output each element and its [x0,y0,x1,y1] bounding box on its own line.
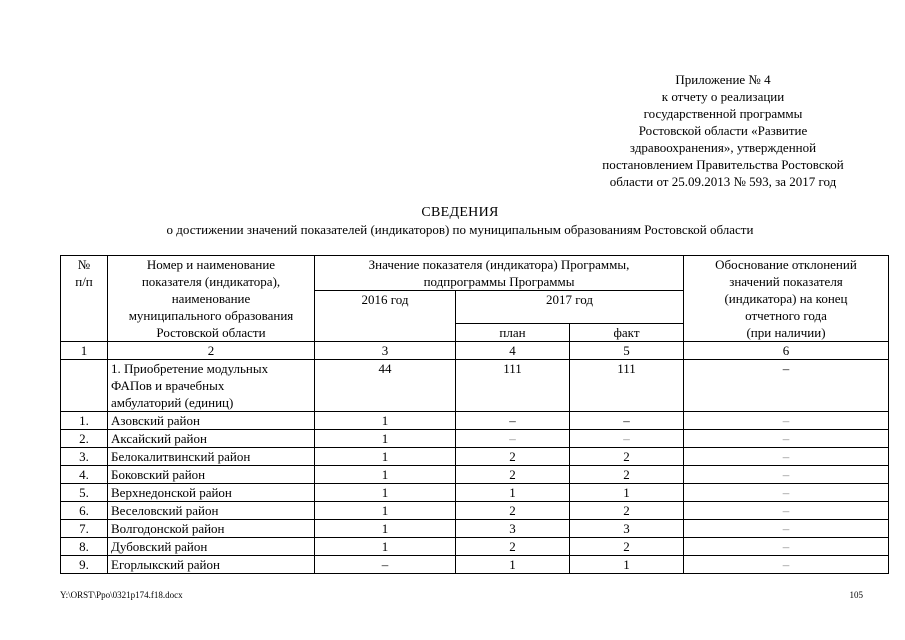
header-reason [684,256,889,342]
table-row [61,466,889,484]
row-num: 2. [61,430,108,448]
appendix-line: здравоохранения», утвержденной [629,140,817,155]
column-number: 1 [61,342,108,360]
table-row [61,448,889,466]
table-row [61,484,889,502]
row-num: 8. [61,538,108,556]
header-reason-line: (при наличии) [746,325,826,340]
row-district-name: Боковский район [108,466,315,484]
table-row [61,430,889,448]
indicator-row [61,360,889,412]
row-reason: – [684,448,889,466]
row-plan: 2 [456,538,570,556]
header-name-line: муниципального образования [128,308,294,323]
header-row [61,256,889,291]
document-title: СВЕДЕНИЯ [421,205,499,220]
row-district-name: Егорлыкский район [108,556,315,574]
row-fact: 2 [570,502,684,520]
row-reason: – [684,502,889,520]
appendix-line: Ростовской области «Развитие [638,123,808,138]
header-name-line: Ростовской области [156,325,266,340]
header-num-line: № [77,257,91,272]
table-row [61,412,889,430]
header-year-2016: 2016 год [315,291,456,342]
row-reason: – [684,556,889,574]
row-value-2016: 1 [315,502,456,520]
row-reason: – [684,538,889,556]
header-value-group [315,256,684,291]
row-plan: – [456,430,570,448]
row-fact: – [570,412,684,430]
header-name-line: Номер и наименование [146,257,276,272]
column-number: 5 [570,342,684,360]
indicator-fact: 111 [570,360,684,412]
header-reason-line: отчетного года [745,308,827,323]
header-reason-line: Обоснование отклонений [715,257,857,272]
header-fact: факт [570,324,684,342]
indicator-num [61,360,108,412]
row-value-2016: 1 [315,430,456,448]
table-row [61,502,889,520]
row-value-2016: 1 [315,448,456,466]
row-plan: 2 [456,466,570,484]
footer-file-path: Y:\ORST\Ppo\0321p174.f18.docx [60,590,183,600]
row-num: 9. [61,556,108,574]
row-num: 4. [61,466,108,484]
footer-page-number: 105 [849,590,863,600]
header-num [61,256,108,342]
indicator-value-2016: 44 [315,360,456,412]
row-fact: 2 [570,466,684,484]
header-name-line: показателя (индикатора), [141,274,281,289]
title-block [20,204,900,238]
row-district-name: Дубовский район [108,538,315,556]
row-plan: 1 [456,484,570,502]
row-district-name: Белокалитвинский район [108,448,315,466]
row-reason: – [684,484,889,502]
row-num: 1. [61,412,108,430]
row-plan: 3 [456,520,570,538]
row-value-2016: 1 [315,538,456,556]
row-value-2016: 1 [315,466,456,484]
column-number: 6 [684,342,889,360]
row-fact: 2 [570,538,684,556]
row-num: 5. [61,484,108,502]
header-reason-line: значений показателя [729,274,843,289]
appendix-line: постановлением Правительства Ростовской [602,157,844,172]
row-plan: 1 [456,556,570,574]
table-row [61,520,889,538]
appendix-line: Приложение № 4 [675,72,771,87]
column-number: 2 [108,342,315,360]
row-fact: 3 [570,520,684,538]
row-reason: – [684,412,889,430]
column-number-row [61,342,889,360]
appendix-line: к отчету о реализации [661,89,785,104]
column-number: 4 [456,342,570,360]
row-district-name: Веселовский район [108,502,315,520]
row-num: 7. [61,520,108,538]
indicator-plan: 111 [456,360,570,412]
report-table [60,255,889,574]
row-reason: – [684,466,889,484]
row-reason: – [684,430,889,448]
header-value-line: Значение показателя (индикатора) Программы, [368,257,630,272]
table-row [61,556,889,574]
row-value-2016: 1 [315,484,456,502]
appendix-line: области от 25.09.2013 № 593, за 2017 год [609,174,837,189]
row-num: 6. [61,502,108,520]
table-row [61,538,889,556]
header-reason-line: (индикатора) на конец [724,291,848,306]
column-number: 3 [315,342,456,360]
row-value-2016: – [315,556,456,574]
indicator-name [108,360,315,412]
header-plan: план [456,324,570,342]
appendix-line: государственной программы [643,106,803,121]
header-year-2017: 2017 год [456,291,684,324]
row-fact: 2 [570,448,684,466]
header-value-line: подпрограммы Программы [423,274,575,289]
row-district-name: Волгодонской район [108,520,315,538]
header-name [108,256,315,342]
row-value-2016: 1 [315,412,456,430]
indicator-reason: – [684,360,889,412]
row-plan: – [456,412,570,430]
indicator-name-line: ФАПов и врачебных [111,378,225,393]
appendix-header [585,71,861,190]
row-num: 3. [61,448,108,466]
row-reason: – [684,520,889,538]
row-district-name: Азовский район [108,412,315,430]
document-subtitle: о достижении значений показателей (индикаторов) по муниципальным образованиям Ростовской области [166,222,754,237]
row-value-2016: 1 [315,520,456,538]
row-fact: – [570,430,684,448]
row-plan: 2 [456,448,570,466]
row-district-name: Аксайский район [108,430,315,448]
header-name-line: наименование [171,291,251,306]
indicator-name-line: амбулаторий (единиц) [111,395,234,410]
row-plan: 2 [456,502,570,520]
indicator-name-line: 1. Приобретение модульных [111,361,269,376]
row-fact: 1 [570,484,684,502]
header-num-line: п/п [75,274,93,289]
row-district-name: Верхнедонской район [108,484,315,502]
row-fact: 1 [570,556,684,574]
